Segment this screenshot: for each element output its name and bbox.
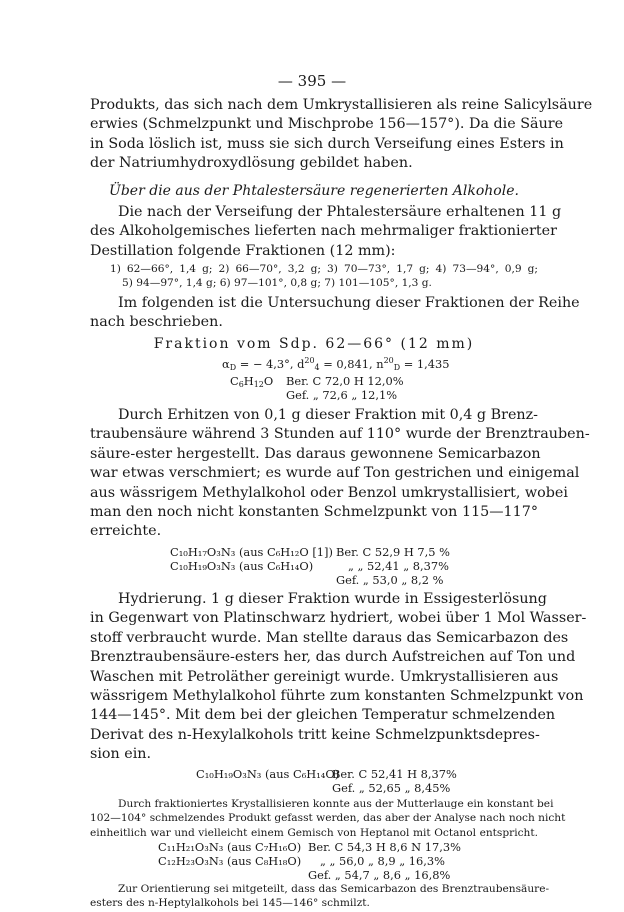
value: = 0,841, n xyxy=(319,357,384,371)
text-line: traubensäure während 3 Stunden auf 110° wurde der Brenztrauben- xyxy=(90,426,590,443)
text-line: Destillation folgende Fraktionen (12 mm): xyxy=(90,242,396,259)
subscript: D xyxy=(229,363,237,372)
found-values: Gef. „ 52,65 „ 8,45% xyxy=(332,781,451,795)
text-line: sion ein. xyxy=(90,746,152,763)
paragraph-5 xyxy=(90,590,587,765)
page-number: — 395 — xyxy=(277,72,347,90)
paragraph-2 xyxy=(90,203,562,261)
text-line: stoff verbraucht wurde. Man stellte daraus das Semicarbazon des xyxy=(90,629,569,646)
calculated-values: Ber. C 52,41 H 8,37% xyxy=(332,767,457,781)
analysis-block-4 xyxy=(158,840,488,884)
text-line: des Alkoholgemisches lieferten nach mehrmaliger fraktionierter xyxy=(90,223,557,240)
formula: C₁₁H₂₁O₃N₃ (aus C₇H₁₆O) xyxy=(158,840,302,854)
formula: C₁₀H₁₉O₃N₃ (aus C₆H₁₄O) xyxy=(196,767,340,781)
formula: $C_6H_{12}O$ xyxy=(230,374,274,389)
paragraph-3 xyxy=(90,294,580,333)
paragraph-6 xyxy=(90,797,566,840)
text-line: Hydrierung. 1 g dieser Fraktion wurde in Essigesterlösung xyxy=(118,591,547,607)
text-line: säure-ester hergestellt. Das daraus gewonnene Semicarbazon xyxy=(90,445,541,462)
text-line: war etwas verschmiert; es wurde auf Ton gestrichen und einigemal xyxy=(90,465,580,482)
calculated-values: Ber. C 54,3 H 8,6 N 17,3% xyxy=(308,840,461,854)
analysis-block-3 xyxy=(196,767,476,797)
text-line: erwies (Schmelzpunkt und Mischprobe 156—157°). Da die Säure xyxy=(90,116,564,133)
list-item: 5) 94—97°, 1,4 g; 6) 97—101°, 0,8 g; 7) 101—105°, 1,3 g. xyxy=(122,277,432,290)
text-line: man den noch nicht konstanten Schmelzpunkt von 115—117° xyxy=(90,504,538,521)
value: = − 4,3°, d xyxy=(236,357,305,371)
paragraph-4 xyxy=(90,406,590,542)
found-values: Gef. „ 72,6 „ 12,1% xyxy=(286,388,398,402)
text-line: Durch fraktioniertes Krystallisieren konnte aus der Mutterlauge ein konstant bei xyxy=(118,798,554,810)
calculated-values: „ „ 56,0 „ 8,9 „ 16,3% xyxy=(320,854,445,868)
section-heading: Über die aus der Phtalestersäure regenerierten Alkohole. xyxy=(109,183,519,199)
fraction-heading: Fraktion vom Sdp. 62—66° (12 mm) xyxy=(153,336,475,352)
text-line: Zur Orientierung sei mitgeteilt, dass das Semicarbazon des Brenztraubensäure- xyxy=(118,883,550,895)
text-line: nach beschrieben. xyxy=(90,314,223,331)
calculated-values: Ber. C 52,9 H 7,5 % xyxy=(336,545,450,559)
text-line: einheitlich war und vielleicht einem Gemisch von Heptanol mit Octanol entspricht. xyxy=(90,826,538,839)
formula: C₁₀H₁₉O₃N₃ (aus C₆H₁₄O) xyxy=(170,559,314,573)
paragraph-1 xyxy=(90,96,593,174)
text-line: 102—104° schmelzendes Produkt gefasst werden, das aber der Analyse nach noch nicht xyxy=(90,812,566,825)
text-line: Waschen mit Petroläther gereinigt wurde. Umkrystallisieren aus xyxy=(90,668,559,685)
paragraph-7 xyxy=(90,882,550,911)
text-line: in Soda löslich ist, muss sie sich durch Verseifung eines Esters in xyxy=(90,135,564,152)
text-line: Die nach der Verseifung der Phtalestersäure erhaltenen 11 g xyxy=(118,204,562,220)
text-line: aus wässrigem Methylalkohol oder Benzol umkrystallisiert, wobei xyxy=(90,484,568,501)
subscript: 4 xyxy=(314,363,320,372)
text-line: der Natriumhydroxydlösung gebildet haben. xyxy=(90,155,413,172)
text-line: Brenztraubensäure-esters her, das durch Aufstreichen auf Ton und xyxy=(90,649,576,666)
subscript: D xyxy=(393,363,401,372)
analysis-block-2 xyxy=(170,545,470,589)
text-line: Produkts, das sich nach dem Umkrystallisieren als reine Salicylsäure xyxy=(90,97,593,113)
calculated-values: Ber. C 72,0 H 12,0% xyxy=(286,374,404,388)
list-item: 1) 62—66°, 1,4 g; 2) 66—70°, 3,2 g; 3) 70—73°, 1,7 g; 4) 73—94°, 0,9 g; xyxy=(110,263,538,275)
text-line: esters des n-Heptylalkohols bei 145—146° schmilzt. xyxy=(90,897,370,910)
alpha-symbol: α xyxy=(222,357,230,371)
fractions-list xyxy=(90,262,538,291)
formula: C₁₀H₁₇O₃N₃ (aus C₆H₁₂O [1]) xyxy=(170,545,333,559)
superscript: 20 xyxy=(304,356,315,365)
text-line: erreichte. xyxy=(90,523,162,540)
formula: C₁₂H₂₃O₃N₃ (aus C₈H₁₈O) xyxy=(158,854,302,868)
superscript: 20 xyxy=(383,356,394,365)
analysis-block-1 xyxy=(230,374,480,404)
text-line: wässrigem Methylalkohol führte zum konstanten Schmelzpunkt von xyxy=(90,688,584,705)
text-line: 144—145°. Mit dem bei der gleichen Temperatur schmelzenden xyxy=(90,707,556,724)
value: = 1,435 xyxy=(400,357,450,371)
found-values: Gef. „ 53,0 „ 8,2 % xyxy=(336,573,444,587)
found-values: Gef. „ 54,7 „ 8,6 „ 16,8% xyxy=(308,868,451,882)
text-line: Derivat des n-Hexylalkohols tritt keine Schmelzpunktsdepres- xyxy=(90,726,540,743)
text-line: Durch Erhitzen von 0,1 g dieser Fraktion mit 0,4 g Brenz- xyxy=(118,407,538,423)
calculated-values: „ „ 52,41 „ 8,37% xyxy=(348,559,449,573)
text-line: in Gegenwart von Platinschwarz hydriert, wobei über 1 Mol Wasser- xyxy=(90,610,587,627)
text-line: Im folgenden ist die Untersuchung dieser Fraktionen der Reihe xyxy=(118,295,580,311)
physical-constants xyxy=(222,357,450,371)
